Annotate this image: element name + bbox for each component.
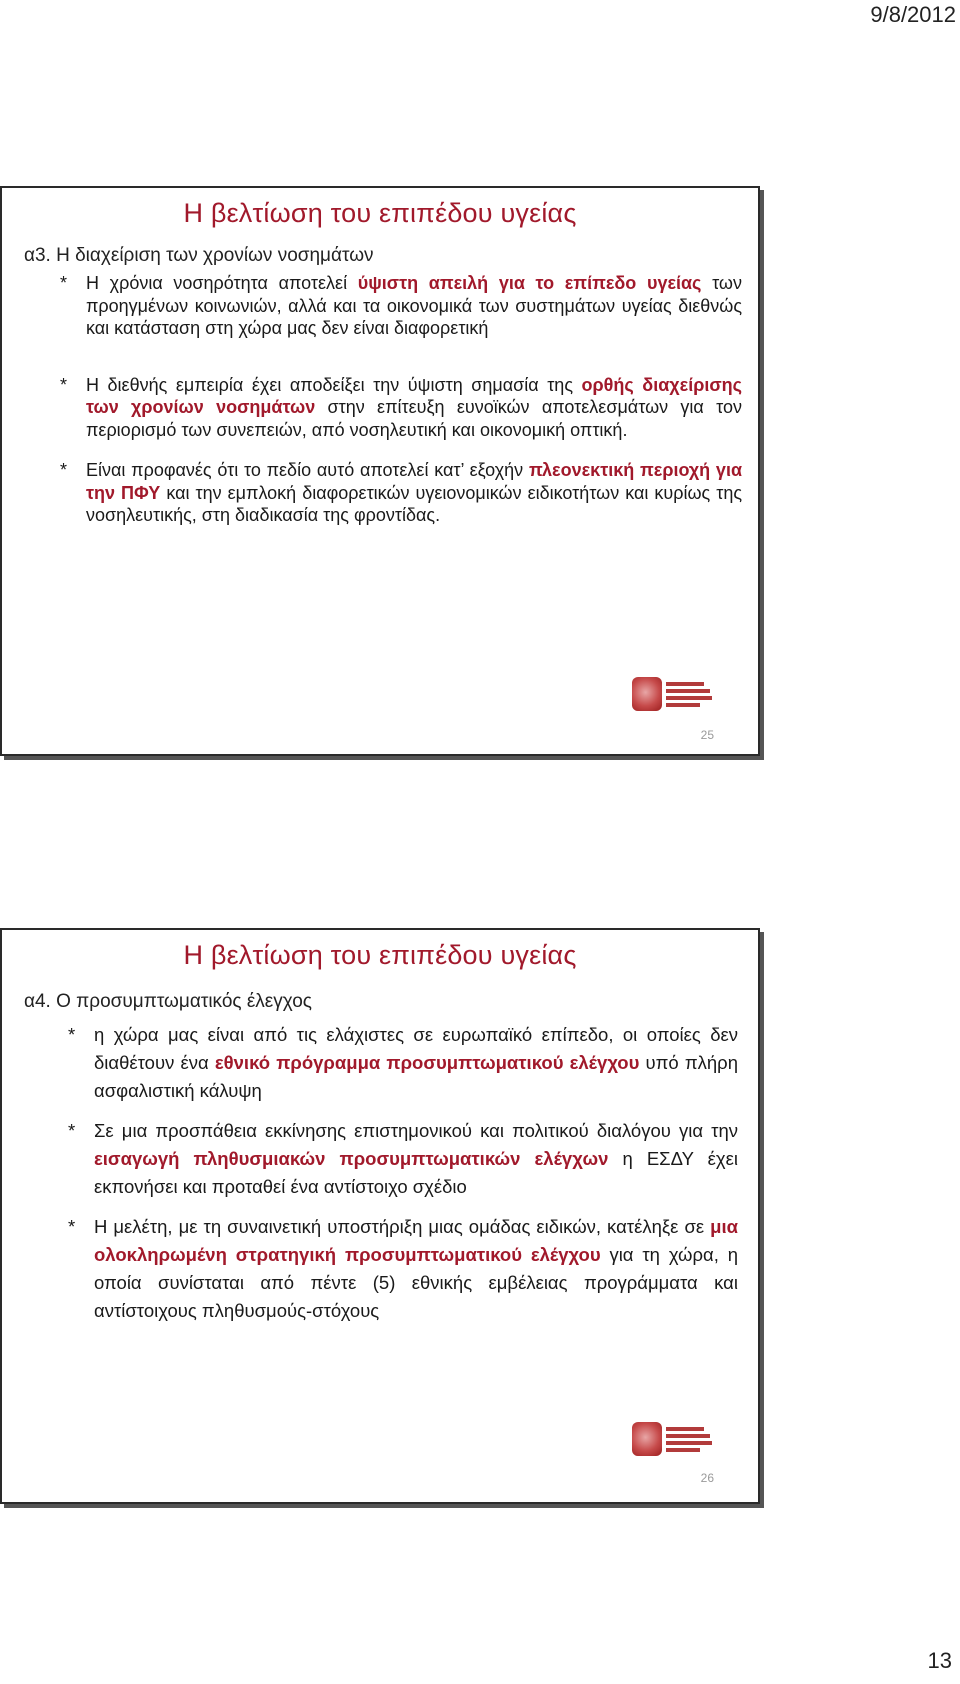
bullet-highlight: εθνικό πρόγραμμα προσυμπτωματικού ελέγχου bbox=[214, 1052, 640, 1073]
slide-26 bbox=[0, 928, 760, 1504]
bullet-item bbox=[68, 1021, 738, 1105]
slide-number: 25 bbox=[700, 728, 714, 742]
bullet-text: και την εμπλοκή διαφορετικών υγειονομικών ειδικοτήτων και κυρίως της νοσηλευτικής, στη διαδικασία της φροντίδας. bbox=[86, 482, 743, 525]
bullet-marker: * bbox=[60, 273, 68, 293]
bullet-text: των προηγμένων κοινωνιών, αλλά και τα οικονομικά των συστημάτων υγείας διεθνώς και κατάσταση στη χώρα μας δεν είναι διαφορετική bbox=[86, 273, 742, 338]
slide-subheading: α4. Ο προσυμπτωματικός έλεγχος bbox=[24, 991, 312, 1012]
bullet-highlight: ύψιστη απειλή για το επίπεδο υγείας bbox=[357, 273, 702, 293]
bullet-text: η χώρα μας είναι από τις ελάχιστες σε ευρωπαϊκό επίπεδο, οι οποίες δεν διαθέτουν ένα bbox=[94, 1024, 738, 1073]
bullet-text: υπό πλήρη ασφαλιστική κάλυψη bbox=[94, 1052, 738, 1101]
bullet-marker: * bbox=[68, 1024, 76, 1045]
bullet-text: Η μελέτη, με τη συναινετική υποστήριξη μιας ομάδας ειδικών, κατέληξε σε bbox=[94, 1216, 711, 1237]
bullet-item bbox=[60, 272, 742, 340]
bullet-marker: * bbox=[68, 1216, 76, 1237]
bullet-highlight: μια ολοκληρωμένη στρατηγική προσυμπτωματικού ελέγχου bbox=[94, 1216, 738, 1265]
bullet-marker: * bbox=[60, 374, 68, 395]
bullet-text: Είναι προφανές ότι το πεδίο αυτό αποτελεί κατ’ εξοχήν bbox=[86, 460, 529, 480]
bullet-marker: * bbox=[68, 1120, 76, 1141]
page-number: 13 bbox=[927, 1648, 952, 1673]
bullet-item bbox=[60, 374, 742, 442]
bullet-highlight: εισαγωγή πληθυσμιακών προσυμπτωματικών ελέγχων bbox=[94, 1148, 609, 1169]
bullet-marker: * bbox=[60, 460, 68, 480]
bullet-list bbox=[60, 272, 742, 527]
slide-number: 26 bbox=[700, 1471, 714, 1485]
slide-25 bbox=[0, 186, 760, 756]
slide-title: Η βελτίωση του επιπέδου υγείας bbox=[183, 940, 577, 970]
bullet-text: Σε μια προσπάθεια εκκίνησης επιστημονικού και πολιτικού διαλόγου για την bbox=[94, 1120, 738, 1141]
bullet-list bbox=[68, 1021, 738, 1337]
bullet-text: Η χρόνια νοσηρότητα αποτελεί bbox=[86, 273, 358, 293]
bullet-highlight: ορθής διαχείρισης των χρονίων νοσημάτων bbox=[86, 374, 742, 417]
print-date: 9/8/2012 bbox=[870, 2, 956, 27]
bullet-text: Η διεθνής εμπειρία έχει αποδείξει την ύψιστη σημασία της bbox=[86, 374, 582, 395]
organization-logo bbox=[632, 676, 718, 712]
slide-subheading: α3. Η διαχείριση των χρονίων νοσημάτων bbox=[24, 245, 374, 266]
bullet-text: για τη χώρα, η οποία συνίσταται από πέντε (5) εθνικής εμβέλειας προγράμματα και αντίστοιχους πληθυσμούς-στόχους bbox=[94, 1244, 738, 1321]
slide-title: Η βελτίωση του επιπέδου υγείας bbox=[183, 198, 577, 228]
logo-emblem-icon bbox=[632, 677, 662, 711]
bullet-text: στην επίτευξη ευνοϊκών αποτελεσμάτων για τον περιορισμό των συνεπειών, από νοσηλευτική και οικονομική οπτική. bbox=[86, 397, 742, 440]
bullet-item bbox=[68, 1213, 738, 1325]
bullet-highlight: πλεονεκτική περιοχή για την ΠΦΥ bbox=[86, 460, 743, 503]
bullet-item bbox=[68, 1117, 738, 1201]
bullet-text: η ΕΣΔΥ έχει εκπονήσει και προταθεί ένα αντίστοιχο σχέδιο bbox=[94, 1148, 738, 1197]
logo-emblem-icon bbox=[632, 1422, 662, 1456]
organization-logo bbox=[632, 1421, 718, 1457]
bullet-item bbox=[60, 459, 742, 527]
